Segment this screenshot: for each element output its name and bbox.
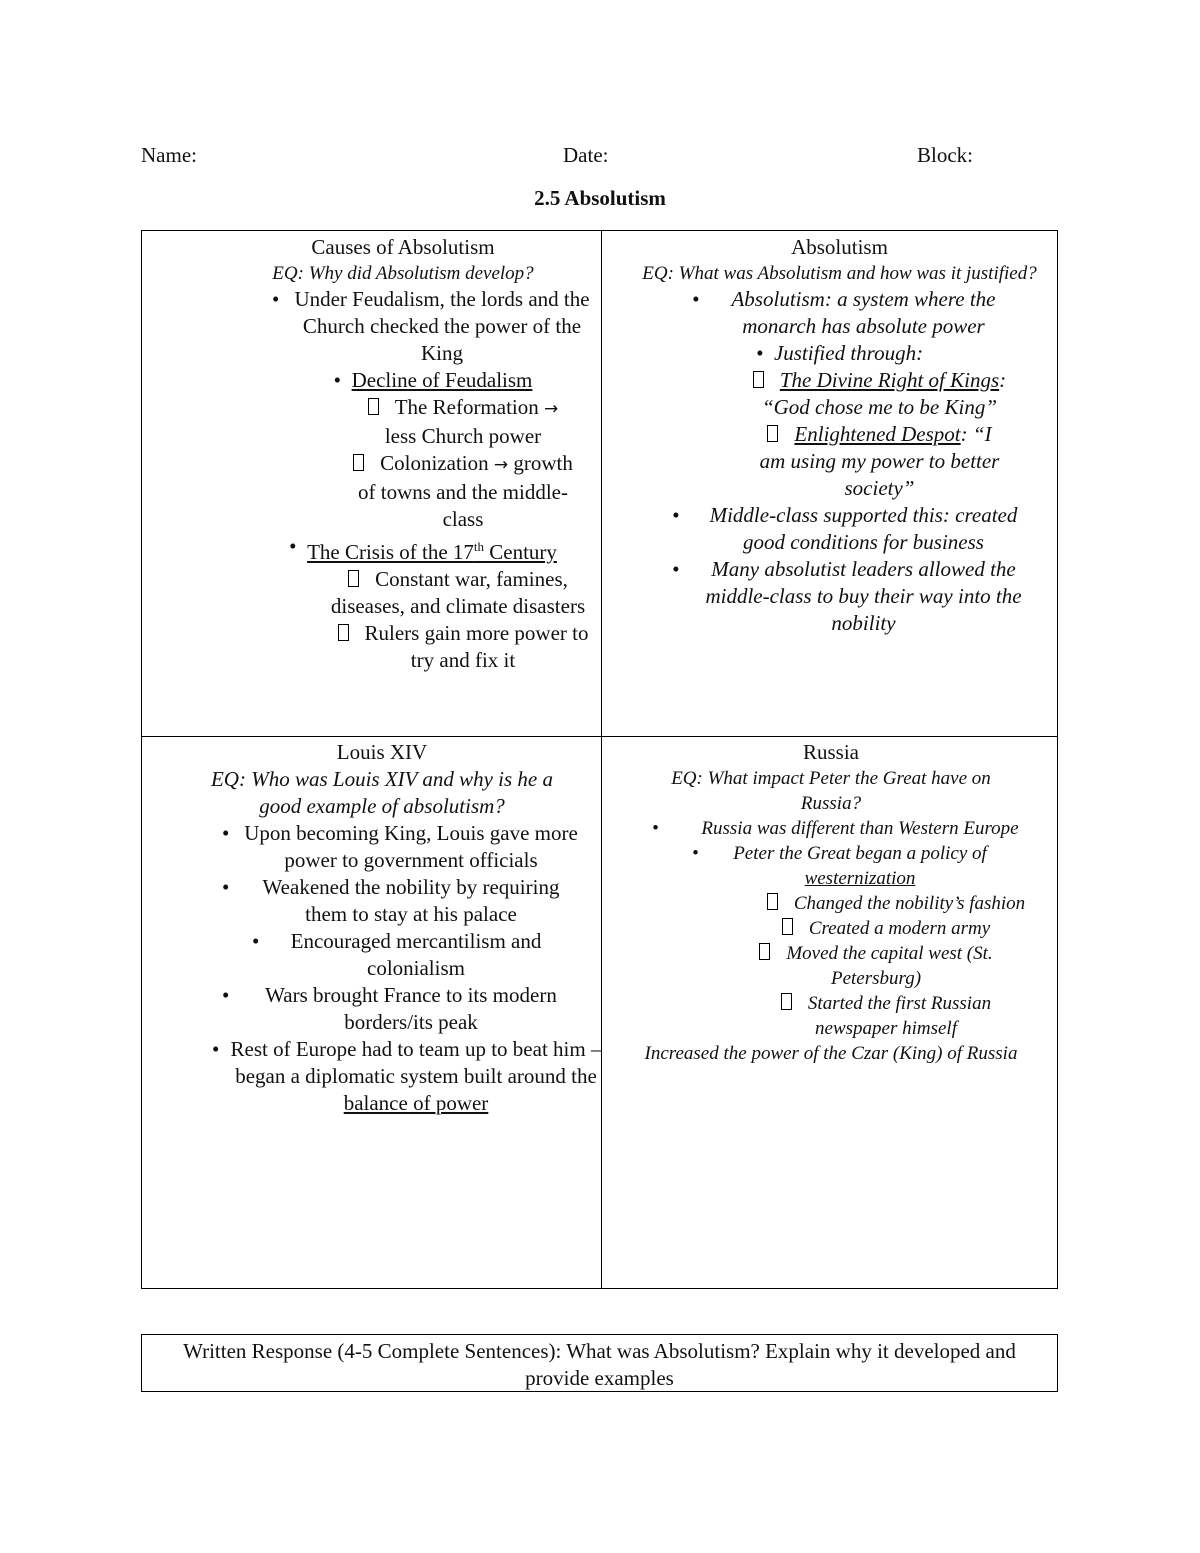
absolutism-bullet-3: • Middle-class supported this: created good conditions for business <box>672 502 1037 556</box>
block-label: Block: <box>917 143 973 167</box>
russia-sub-2: Created a modern army <box>612 916 1050 941</box>
absolutism-heading: Absolutism <box>791 235 888 259</box>
absolutism-bullet-4: • Many absolutist leaders allowed the middle-class to buy their way into the nobility <box>672 556 1037 637</box>
date-label: Date: <box>563 143 609 167</box>
causes-bullet-3: The Crisis of the 17th Century <box>307 539 557 564</box>
written-response-box[interactable] <box>141 1334 1058 1392</box>
causes-sub-1: The Reformation → less Church power <box>212 394 594 450</box>
causes-sub-4: Rulers gain more power to try and fix it <box>212 620 594 674</box>
absolutism-cell <box>632 234 1047 637</box>
causes-bullet-2: Decline of Feudalism <box>351 368 533 392</box>
notes-grid <box>141 230 1058 1289</box>
louis-cell <box>162 739 602 1117</box>
louis-heading: Louis XIV <box>336 740 428 764</box>
louis-bullet-1: • Upon becoming King, Louis gave more power to government officials <box>222 820 582 874</box>
arrow-icon: → <box>493 455 509 475</box>
russia-cell <box>612 739 1050 1066</box>
causes-bullet-1: • Under Feudalism, the lords and the Church checked the power of the King <box>272 286 594 367</box>
checkbox-icon <box>368 398 379 415</box>
russia-bullet-1: • Russia was different than Western Europe <box>652 816 1050 841</box>
absolutism-eq: EQ: What was Absolutism and how was it justified? <box>642 263 1037 284</box>
checkbox-icon <box>782 918 793 935</box>
written-response-prompt: Written Response (4-5 Complete Sentences): What was Absolutism? Explain why it developed and provide examples <box>183 1339 1016 1390</box>
page-title: 2.5 Absolutism <box>534 186 666 210</box>
absolutism-bullet-1: • Absolutism: a system where the monarch has absolute power <box>692 286 1017 340</box>
arrow-icon: → <box>544 399 559 419</box>
russia-bullet-2: • Peter the Great began a policy of westernization <box>692 841 1010 891</box>
russia-sub-3: Moved the capital west (St. Petersburg) <box>612 941 1050 991</box>
causes-sub-2: Colonization → growth of towns and the middle-class <box>212 450 594 533</box>
louis-bullet-5: • Rest of Europe had to team up to beat him – began a diplomatic system built around the balance of power <box>212 1036 602 1117</box>
causes-eq: EQ: Why did Absolutism develop? <box>272 263 534 284</box>
checkbox-icon <box>767 893 778 910</box>
checkbox-icon <box>781 993 792 1010</box>
absolutism-bullet-2: • Justified through: <box>756 340 923 367</box>
louis-bullet-4: • Wars brought France to its modern borders/its peak <box>222 982 582 1036</box>
russia-sub-1: Changed the nobility’s fashion <box>612 891 1050 916</box>
causes-heading: Causes of Absolutism <box>311 235 495 259</box>
louis-bullet-2: • Weakened the nobility by requiring them to stay at his palace <box>222 874 582 928</box>
louis-bullet-3: • Encouraged mercantilism and colonialism <box>252 928 562 982</box>
russia-heading: Russia <box>802 740 859 764</box>
checkbox-icon <box>353 454 364 471</box>
russia-summary: Increased the power of the Czar (King) of Russia <box>644 1043 1018 1064</box>
checkbox-icon <box>753 371 764 388</box>
louis-eq: EQ: Who was Louis XIV and why is he a good example of absolutism? <box>210 767 554 818</box>
checkbox-icon <box>348 570 359 587</box>
causes-cell <box>212 234 594 674</box>
checkbox-icon <box>767 425 778 442</box>
checkbox-icon <box>338 624 349 641</box>
name-label: Name: <box>141 143 197 167</box>
absolutism-sub-1: The Divine Right of Kings: “God chose me to be King” <box>632 367 1047 421</box>
russia-sub-4: Started the first Russian newspaper himself <box>612 991 1050 1041</box>
causes-sub-3: Constant war, famines, diseases, and climate disasters <box>330 567 586 618</box>
checkbox-icon <box>759 943 770 960</box>
absolutism-sub-2: Enlightened Despot: “I am using my power to better society” <box>759 422 1000 500</box>
russia-eq: EQ: What impact Peter the Great have on Russia? <box>671 768 991 814</box>
grid-horizontal-divider <box>142 736 1057 737</box>
